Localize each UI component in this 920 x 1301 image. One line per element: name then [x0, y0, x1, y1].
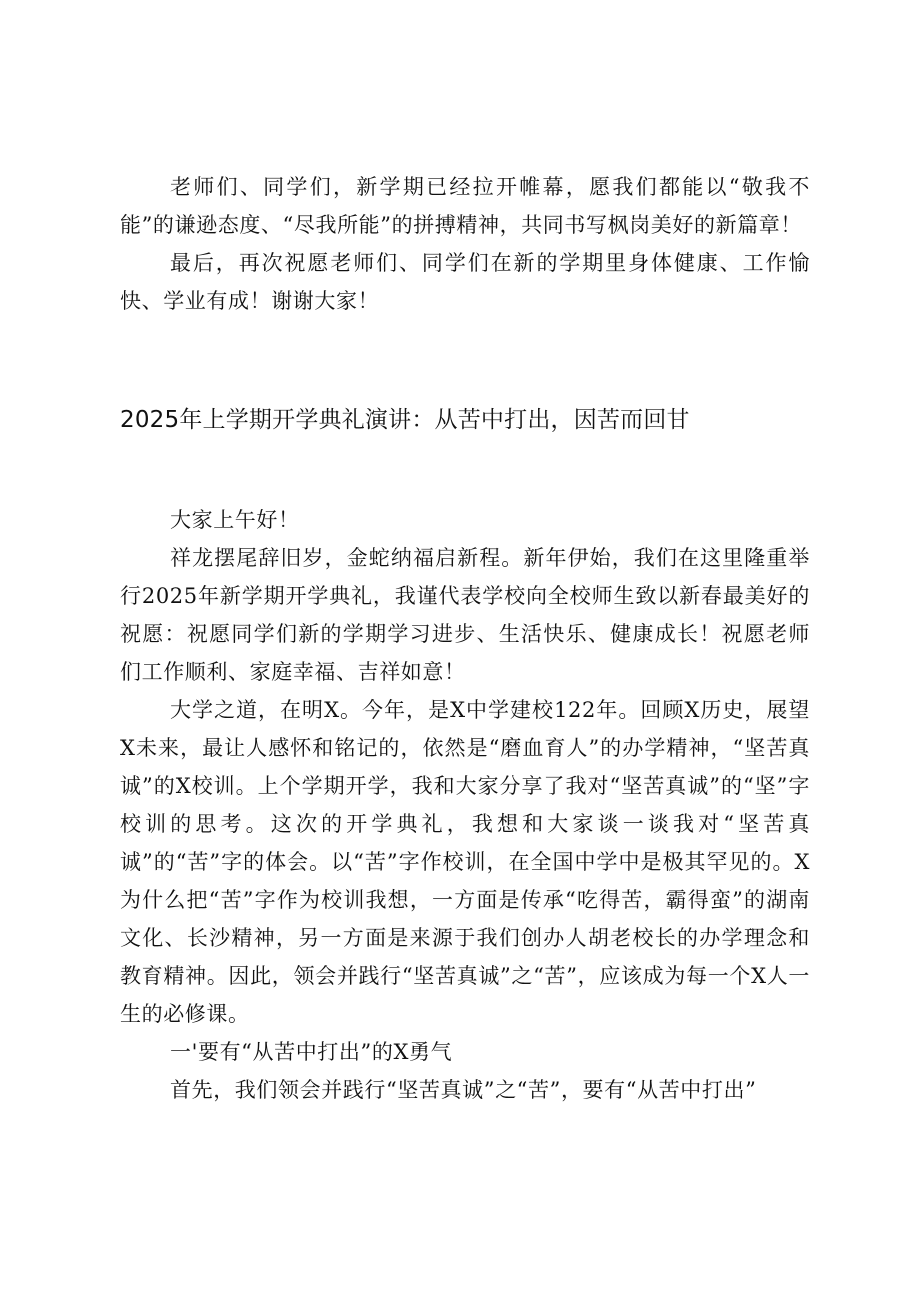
speech-title: 2025年上学期开学典礼演讲：从苦中打出，因苦而回甘	[120, 407, 690, 433]
speech-paragraph-1: 祥龙摆尾辞旧岁，金蛇纳福启新程。新年伊始，我们在这里隆重举行2025年新学期开学典礼，我谨代表学校向全校师生致以新春最美好的祝愿：祝愿同学们新的学期学习进步、生活快乐、健康成长！祝愿老师们工作顺利、家庭幸福、吉祥如意！	[120, 546, 810, 684]
speech-paragraph-2: 大学之道，在明X。今年，是X中学建校122年。回顾X历史，展望X未来，最让人感怀和铭记的，依然是“磨血育人”的办学精神，“坚苦真诚”的X校训。上个学期开学，我和大家分享了我对“坚苦真诚”的“坚”字校训的思考。这次的开学典礼，我想和大家谈一谈我对“坚苦真诚”的“苦”字的体会。以“苦”字作校训，在全国中学中是极其罕见的。X为什么把“苦”字作为校训我想，一方面是传承“吃得苦，霸得蛮”的湖南文化、长沙精神，另一方面是来源于我们创办人胡老校长的办学理念和教育精神。因此，领会并践行“坚苦真诚”之“苦”，应该成为每一个X人一生的必修课。	[120, 698, 810, 1026]
closing-section	[120, 168, 810, 320]
section-paragraph: 首先，我们领会并践行“坚苦真诚”之“苦”，要有“从苦中打出”	[170, 1078, 757, 1102]
speech-body	[120, 501, 810, 1109]
closing-paragraph-2: 最后，再次祝愿老师们、同学们在新的学期里身体健康、工作愉快、学业有成！谢谢大家！	[120, 251, 810, 313]
section-heading: 一'要有“从苦中打出”的X勇气	[170, 1040, 453, 1064]
closing-paragraph-1: 老师们、同学们，新学期已经拉开帷幕，愿我们都能以“敬我不能”的谦逊态度、“尽我所能”的拼搏精神，共同书写枫岗美好的新篇章！	[120, 175, 810, 237]
speech-greeting: 大家上午好！	[170, 508, 300, 532]
